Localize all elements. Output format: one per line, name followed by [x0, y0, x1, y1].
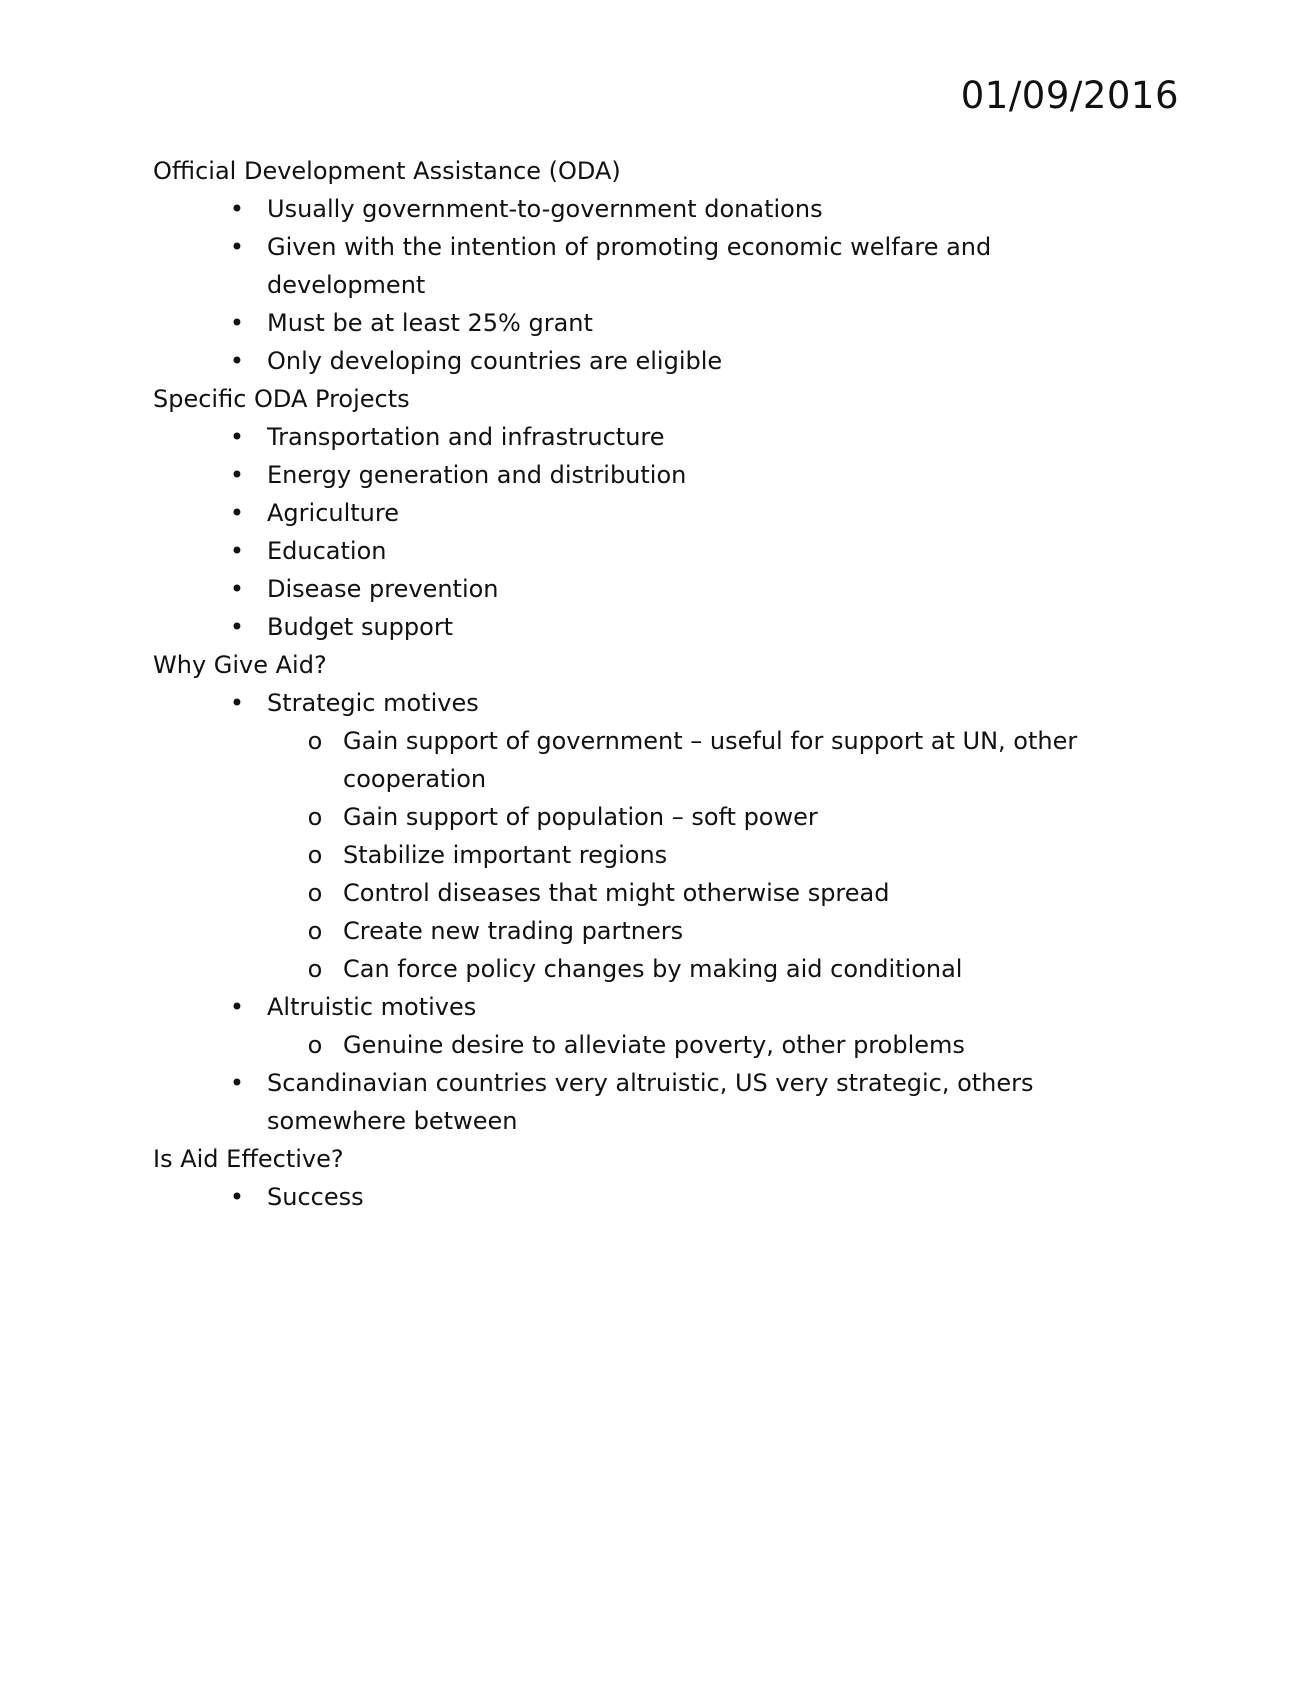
bullet-dot-icon: • — [229, 423, 245, 451]
bullet-dot-icon: • — [229, 1069, 245, 1097]
sub-bullet-list — [267, 722, 1097, 988]
list-item-text: Only developing countries are eligible — [267, 347, 723, 375]
list-item-text: Strategic motives — [267, 689, 479, 717]
list-item-text: Given with the intention of promoting economic welfare and development — [267, 233, 992, 299]
sub-list-item — [307, 836, 1133, 874]
list-item-text: Scandinavian countries very altruistic, US very strategic, others somewhere between — [267, 1069, 1034, 1135]
list-item-text: Disease prevention — [267, 575, 499, 603]
bullet-dot-icon: • — [229, 1183, 245, 1211]
list-item-text: Altruistic motives — [267, 993, 477, 1021]
sub-list-item — [307, 912, 1133, 950]
sub-list-item-text: Stabilize important regions — [343, 841, 668, 869]
list-item — [229, 228, 1097, 304]
bullet-dot-icon: • — [229, 537, 245, 565]
bullet-circle-icon: o — [307, 1031, 323, 1059]
list-item — [229, 342, 1097, 380]
list-item — [229, 304, 1097, 342]
list-item-text: Energy generation and distribution — [267, 461, 687, 489]
bullet-dot-icon: • — [229, 689, 245, 717]
bullet-dot-icon: • — [229, 195, 245, 223]
bullet-dot-icon: • — [229, 993, 245, 1021]
list-item — [229, 1178, 1097, 1216]
list-item — [229, 494, 1097, 532]
list-item — [229, 532, 1097, 570]
notes-body — [153, 152, 1173, 1216]
list-item-text: Agriculture — [267, 499, 399, 527]
list-item — [229, 608, 1097, 646]
bullet-dot-icon: • — [229, 613, 245, 641]
sub-list-item — [307, 1026, 1133, 1064]
list-item-text: Transportation and infrastructure — [267, 423, 665, 451]
list-item-text: Usually government-to-government donations — [267, 195, 823, 223]
list-item — [229, 190, 1097, 228]
list-item — [229, 1064, 1097, 1140]
sub-list-item — [307, 874, 1133, 912]
list-item — [229, 684, 1097, 988]
sub-list-item-text: Gain support of population – soft power — [343, 803, 818, 831]
list-item — [229, 988, 1097, 1064]
bullet-list — [153, 684, 1173, 1140]
bullet-dot-icon: • — [229, 575, 245, 603]
sub-list-item-text: Create new trading partners — [343, 917, 684, 945]
list-item — [229, 418, 1097, 456]
sub-list-item — [307, 798, 1133, 836]
bullet-dot-icon: • — [229, 499, 245, 527]
list-item-text: Success — [267, 1183, 364, 1211]
sub-list-item-text: Genuine desire to alleviate poverty, other problems — [343, 1031, 965, 1059]
sub-list-item-text: Gain support of government – useful for support at UN, other cooperation — [343, 727, 1078, 793]
bullet-list — [153, 418, 1173, 646]
bullet-dot-icon: • — [229, 233, 245, 261]
list-item — [229, 456, 1097, 494]
bullet-list — [153, 190, 1173, 380]
bullet-dot-icon: • — [229, 347, 245, 375]
section-heading-projects: Specific ODA Projects — [153, 385, 410, 413]
sub-list-item — [307, 950, 1133, 988]
bullet-circle-icon: o — [307, 917, 323, 945]
section-heading-why-aid: Why Give Aid? — [153, 651, 327, 679]
list-item-text: Education — [267, 537, 387, 565]
bullet-dot-icon: • — [229, 461, 245, 489]
bullet-circle-icon: o — [307, 841, 323, 869]
bullet-circle-icon: o — [307, 955, 323, 983]
sub-list-item-text: Can force policy changes by making aid conditional — [343, 955, 963, 983]
sub-list-item — [307, 722, 1133, 798]
document-date: 01/09/2016 — [960, 74, 1179, 117]
bullet-circle-icon: o — [307, 727, 323, 755]
bullet-dot-icon: • — [229, 309, 245, 337]
list-item-text: Budget support — [267, 613, 454, 641]
list-item-text: Must be at least 25% grant — [267, 309, 593, 337]
bullet-list — [153, 1178, 1173, 1216]
list-item — [229, 570, 1097, 608]
section-heading-oda: Official Development Assistance (ODA) — [153, 157, 621, 185]
bullet-circle-icon: o — [307, 879, 323, 907]
sub-list-item-text: Control diseases that might otherwise spread — [343, 879, 890, 907]
section-heading-effective: Is Aid Effective? — [153, 1145, 344, 1173]
bullet-circle-icon: o — [307, 803, 323, 831]
sub-bullet-list — [267, 1026, 1097, 1064]
